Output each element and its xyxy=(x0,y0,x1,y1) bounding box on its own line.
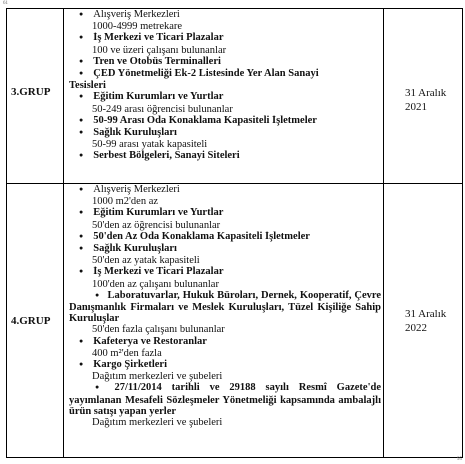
bullet-item: ● ÇED Yönetmeliği Ek-2 Listesinde Yer Alan Sanayi xyxy=(64,68,383,80)
bullet-item: ● Eğitim Kurumları ve Yurtlar xyxy=(64,91,383,103)
item-detail: Dağıtım merkezleri ve şubeleri xyxy=(92,371,223,383)
bullet-item: ● Alışveriş Merkezleri xyxy=(64,184,383,196)
bullet-item: ● 50-99 Arası Oda Konaklama Kapasiteli İşletmeler xyxy=(64,115,383,127)
deadline xyxy=(384,307,462,335)
bullet-item-wrapped xyxy=(64,382,383,417)
bullet-item: ● İş Merkezi ve Ticari Plazalar xyxy=(64,266,383,278)
group-name: 4.GRUP xyxy=(11,314,51,327)
group-items-cell xyxy=(64,184,384,458)
bullet-item: ● Serbest Bölgeleri, Sanayi Siteleri xyxy=(64,150,383,162)
item-detail: 50'den az yatak kapasiteli xyxy=(92,255,200,267)
table-row-group-3 xyxy=(7,9,463,184)
bullet-item: ● 50'den Az Oda Konaklama Kapasiteli İşletmeler xyxy=(64,231,383,243)
group-3-items xyxy=(64,9,383,163)
bullet-item: ● İş Merkezi ve Ticari Plazalar xyxy=(64,32,383,44)
item-detail: Dağıtım merkezleri ve şubeleri xyxy=(92,417,223,429)
group-4-items xyxy=(64,184,383,428)
item-detail: 100 ve üzeri çalışanı bulunanlar xyxy=(92,44,227,56)
item-detail: 1000 m2'den az xyxy=(92,196,159,208)
table-row-group-4 xyxy=(7,184,463,458)
item-detail: 50'den az öğrencisi bulunanlar xyxy=(92,219,221,231)
bullet-item: ● Kafeterya ve Restoranlar xyxy=(64,336,383,348)
group-name-cell xyxy=(7,184,64,458)
bullet-item: ● Kargo Şirketleri xyxy=(64,359,383,371)
item-detail: 50-249 arası öğrencisi bulunanlar xyxy=(92,103,233,115)
bullet-item-continuation: Tesisleri xyxy=(69,80,106,92)
item-detail: 400 m²'den fazla xyxy=(92,347,162,359)
bullet-item: ● Sağlık Kuruluşları xyxy=(64,127,383,139)
item-detail: 1000-4999 metrekare xyxy=(92,21,183,33)
bullet-icon: ● xyxy=(95,383,107,392)
deadline-year: 2022 xyxy=(405,321,427,334)
bullet-item: ● Sağlık Kuruluşları xyxy=(64,243,383,255)
bullet-icon: ● xyxy=(95,290,100,299)
bullet-item-wrapped xyxy=(64,290,383,325)
deadline-cell xyxy=(384,184,463,458)
deadline-day-month: 31 Aralık xyxy=(405,307,447,320)
deadline xyxy=(384,9,462,114)
waste-group-table xyxy=(6,8,463,458)
page-mark-top-left: 61 xyxy=(3,1,8,6)
bullet-item-text: Laboratuvarlar, Hukuk Büroları, Dernek, Kooperatif, Çevre Danışmanlık Firmaları ve Meslek Kuruluşları, Tüzel Kişiliğe Sahip Kuruluşlar xyxy=(69,289,381,325)
group-name-cell xyxy=(7,9,64,184)
deadline-cell xyxy=(384,9,463,184)
bullet-item: ● Tren ve Otobüs Terminalleri xyxy=(64,56,383,68)
bullet-item: ● Eğitim Kurumları ve Yurtlar xyxy=(64,207,383,219)
item-detail: 100'den az çalışanı bulunanlar xyxy=(92,278,219,290)
item-detail: 50-99 arası yatak kapasiteli xyxy=(92,139,208,151)
deadline-year: 2021 xyxy=(405,101,427,113)
item-detail: 50'den fazla çalışanı bulunanlar xyxy=(92,324,225,336)
group-items-cell xyxy=(64,9,384,184)
deadline-day-month: 31 Aralık xyxy=(405,87,447,99)
bullet-item-text: 27/11/2014 tarihli ve 29188 sayılı Resmî Gazete'de yayımlanan Mesafeli Sözleşmeler Yönetmeliği kapsamında ambalajlı ürün satışı yapan yerler xyxy=(69,382,381,417)
bullet-item: ● Alışveriş Merkezleri xyxy=(64,9,383,21)
page-mark-bottom-right: 95 xyxy=(457,457,462,462)
group-name: 3.GRUP xyxy=(11,86,51,98)
